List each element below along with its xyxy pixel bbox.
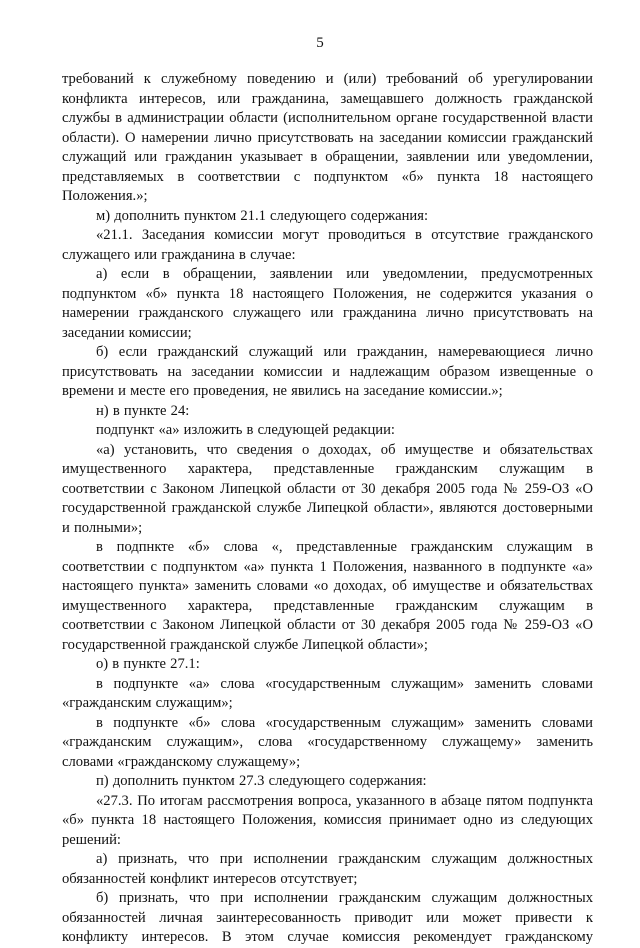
paragraph: н) в пункте 24: <box>96 402 190 419</box>
paragraph: «21.1. Заседания комиссии могут проводиться в отсутствие гражданского служащего или гражданина в случае: <box>62 227 593 263</box>
paragraph: м) дополнить пунктом 21.1 следующего содержания: <box>96 207 429 224</box>
paragraph: б) признать, что при исполнении гражданским служащим должностных обязанностей личная заинтересованность приводит или может привести к конфликту интересов. В этом случае комиссия рекомендует гражданскому <box>62 890 593 945</box>
document-body <box>62 70 593 948</box>
paragraph: а) если в обращении, заявлении или уведомлении, предусмотренных подпунктом «б» пункта 18 настоящего Положения, не содержится указания о намерении гражданского служащего или гражданина лично присутствовать на заседании комиссии; <box>62 266 593 341</box>
paragraph: в подпнкте «б» слова «, представленные гражданским служащим в соответствии с подпунктом «а» пункта 1 Положения, названного в подпункте «а» настоящего пункта» заменить словами «о доходах, об имуществе и обязательствах имущественного характера, представленные гражданским служащим в соответствии с Законом Липецкой области от 30 декабря 2005 года № 259-ОЗ «О государственной гражданской службе Липецкой области»; <box>62 539 593 653</box>
paragraph: подпункт «а» изложить в следующей редакции: <box>96 422 395 438</box>
paragraph: требований к служебному поведению и (или) требований об урегулировании конфликта интересов, или гражданина, замещавшего должность гражданской службы в администрации области (исполнительном органе государственной власти области). О намерении лично присутствовать на заседании комиссии гражданский служащий или гражданин указывает в обращении, заявлении или уведомлении, представляемых в соответствии с подпунктом «б» пункта 18 настоящего Положения.»; <box>62 71 593 204</box>
paragraph: «27.3. По итогам рассмотрения вопроса, указанного в абзаце пятом подпункта «б» пункта 18 настоящего Положения, комиссия принимает одно из следующих решений: <box>62 792 593 848</box>
paragraph: а) признать, что при исполнении гражданским служащим должностных обязанностей конфликт интересов отсутствует; <box>62 851 593 887</box>
paragraph: в подпункте «б» слова «государственным служащим» заменить словами «гражданским служащим», слова «государственному служащему» заменить словами «гражданскому служащему»; <box>62 714 593 770</box>
paragraph: б) если гражданский служащий или гражданин, намеревающиеся лично присутствовать на заседании комиссии и надлежащим образом извещенные о времени и месте его проведения, не явились на заседание комиссии.»; <box>62 344 593 399</box>
paragraph: «а) установить, что сведения о доходах, об имуществе и обязательствах имущественного характера, представленные гражданским служащим в соответствии с Законом Липецкой области от 30 декабря 2005 года № 259-ОЗ «О государственной гражданской службе Липецкой области», являются достоверными и полными»; <box>62 441 593 536</box>
paragraph: о) в пункте 27.1: <box>96 656 200 672</box>
paragraph: в подпункте «а» слова «государственным служащим» заменить словами «гражданским служащим»; <box>62 675 593 711</box>
paragraph: п) дополнить пунктом 27.3 следующего содержания: <box>96 773 427 789</box>
page-number: 5 <box>316 35 324 51</box>
